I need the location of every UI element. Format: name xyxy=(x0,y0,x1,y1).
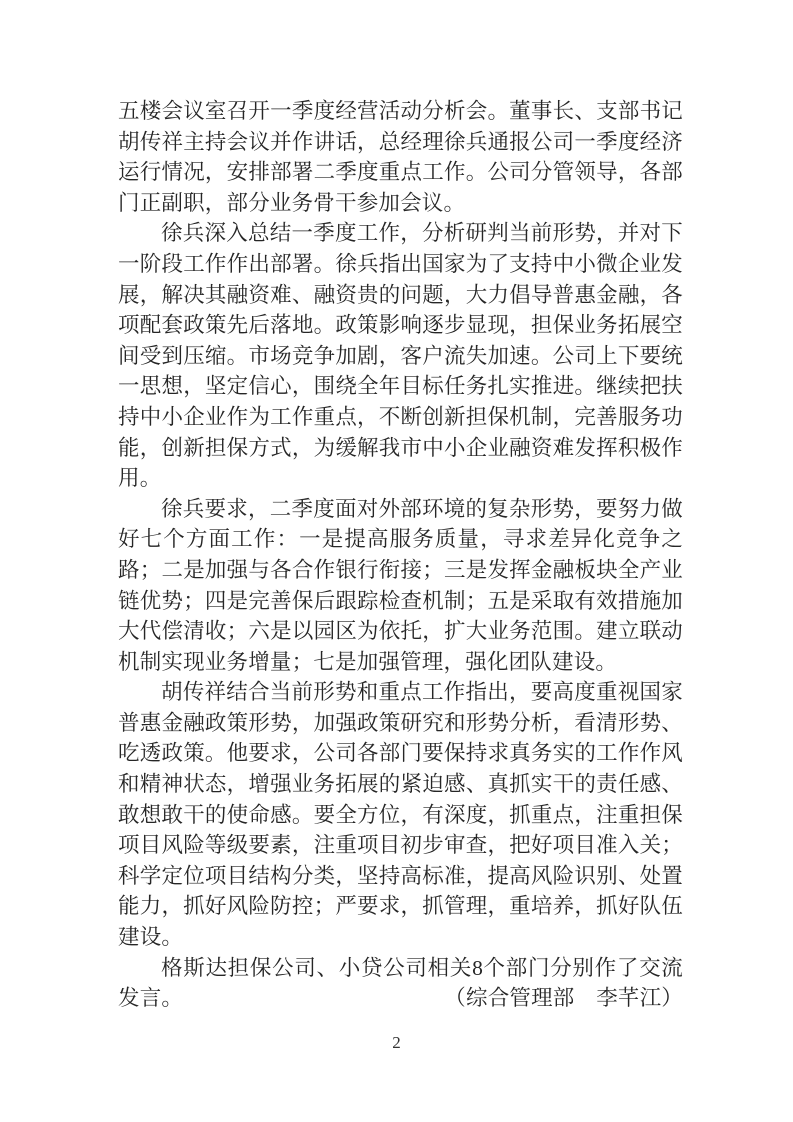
closing-paragraph-row xyxy=(118,953,683,1014)
document-body xyxy=(118,96,683,1014)
attribution-signature: （综合管理部 李芊江） xyxy=(444,983,683,1014)
page-number: 2 xyxy=(392,1033,401,1052)
paragraph-2: 徐兵深入总结一季度工作，分析研判当前形势，并对下一阶段工作作出部署。徐兵指出国家为了支持中小微企业发展，解决其融资难、融资贵的问题，大力倡导普惠金融，各项配套政策先后落地。政策影响逐步显现，担保业务拓展空间受到压缩。市场竞争加剧，客户流失加速。公司上下要统一思想，坚定信心，围绕全年目标任务扎实推进。继续把扶持中小企业作为工作重点，不断创新担保机制，完善服务功能，创新担保方式，为缓解我市中小企业融资难发挥积极作用。 xyxy=(118,221,683,491)
paragraph-3: 徐兵要求，二季度面对外部环境的复杂形势，要努力做好七个方面工作：一是提高服务质量，寻求差异化竞争之路；二是加强与各合作银行衔接；三是发挥金融板块全产业链优势；四是完善保后跟踪检查机制；五是采取有效措施加大代偿清收；六是以园区为依托，扩大业务范围。建立联动机制实现业务增量；七是加强管理，强化团队建设。 xyxy=(118,496,683,674)
paragraph-1: 五楼会议室召开一季度经营活动分析会。董事长、支部书记胡传祥主持会议并作讲话，总经理徐兵通报公司一季度经济运行情况，安排部署二季度重点工作。公司分管领导，各部门正副职，部分业务骨干参加会议。 xyxy=(118,99,683,215)
paragraph-5: 格斯达担保公司、小贷公司相关8个部门分别作了交流发言。 xyxy=(118,955,683,1011)
paragraph-4: 胡传祥结合当前形势和重点工作指出，要高度重视国家普惠金融政策形势，加强政策研究和形势分析，看清形势、吃透政策。他要求，公司各部门要保持求真务实的工作作风和精神状态，增强业务拓展的紧迫感、真抓实干的责任感、敢想敢干的使命感。要全方位，有深度，抓重点，注重担保项目风险等级要素，注重项目初步审查，把好项目准入关；科学定位项目结构分类，坚持高标准，提高风险识别、处置能力，抓好风险防控；严要求，抓管理，重培养，抓好队伍建设。 xyxy=(118,680,683,950)
